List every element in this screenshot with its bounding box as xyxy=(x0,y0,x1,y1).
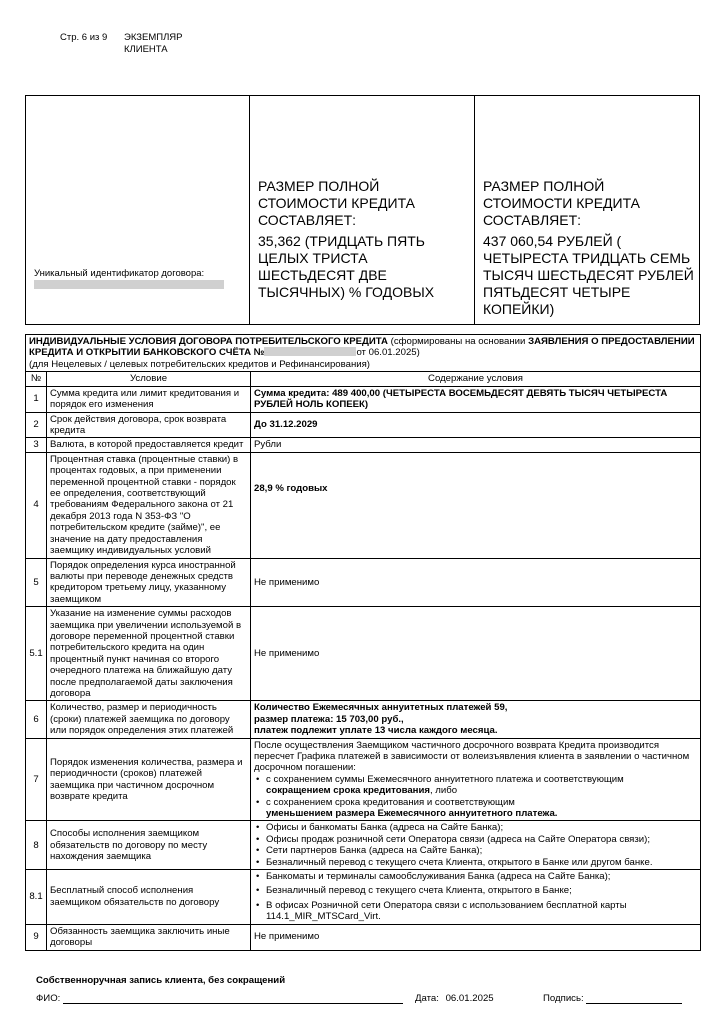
conditions-table xyxy=(25,334,701,951)
copy-label-line2: КЛИЕНТА xyxy=(124,44,168,55)
table-subtitle: (для Нецелевых / целевых потребительских кредитов и Рефинансирования) xyxy=(29,358,370,370)
row-num: 4 xyxy=(26,452,47,558)
handwritten-entry-title: Собственноручная запись клиента, без сокращений xyxy=(36,975,286,986)
fio-label: ФИО: xyxy=(36,993,61,1004)
payments-count: Количество Ежемесячных аннуитетных платежей 59, xyxy=(254,702,508,714)
row-condition: Порядок определения курса иностранной валюты при переводе денежных средств кредитором третьему лицу, указанному заемщиком xyxy=(47,558,251,607)
list-item: • с сохранением суммы Ежемесячного аннуитетного платежа и соответствующим сокращением срока кредитования, либо xyxy=(266,774,697,797)
payment-amount: размер платежа: 15 703,00 руб., xyxy=(254,713,404,725)
list-item: • Безналичный перевод с текущего счета Клиента, открытого в Банке; xyxy=(266,885,697,896)
row-condition: Процентная ставка (процентные ставки) в процентах годовых, а при применении переменной процентной ставки - порядок ее определения, соответствующий требованиям Федерального закона от 21 декабря 2013 года N 353-ФЗ "О потребительском кредите (займе)", ее значение на дату предоставления заемщику индивидуальных условий xyxy=(47,452,251,558)
psk-amount-cell xyxy=(475,96,701,324)
row-content: Рубли xyxy=(251,438,701,452)
title-date: от 06.01.2025) xyxy=(356,347,420,359)
title-application: ЗАЯВЛЕНИЯ О ПРЕДОСТАВЛЕНИИ КРЕДИТА И ОТКРЫТИИ БАНКОВСКОГО СЧЁТА № xyxy=(29,336,695,359)
table-row xyxy=(26,438,701,452)
row-condition: Указание на изменение суммы расходов заемщика при увеличении используемой в договоре переменной процентной ставки потребительского кредита на один процентный пункт начиная со второго очередного платежа на ближайшую дату после предполагаемой даты заключения договора xyxy=(47,607,251,701)
copy-label xyxy=(124,32,183,56)
row-content xyxy=(251,738,701,821)
signature-field[interactable] xyxy=(543,993,682,1004)
prepayment-intro: После осуществления Заемщиком частичного досрочного возврата Кредита производится пересчет Графика платежей в зависимости от волеизъявления клиента в заявлении о частичном досрочном погашении: xyxy=(254,739,690,774)
table-row xyxy=(26,870,701,925)
row-condition: Срок действия договора, срок возврата кредита xyxy=(47,412,251,438)
copy-label-line1: ЭКЗЕМПЛЯР xyxy=(124,32,183,43)
uid-cell xyxy=(26,96,250,324)
col-num-header: № xyxy=(26,372,47,386)
title-main: ИНДИВИДУАЛЬНЫЕ УСЛОВИЯ ДОГОВОРА ПОТРЕБИТЕЛЬСКОГО КРЕДИТА xyxy=(29,336,388,347)
row-num: 6 xyxy=(26,701,47,738)
row-condition: Сумма кредита или лимит кредитования и порядок его изменения xyxy=(47,386,251,412)
signature-label: Подпись: xyxy=(543,993,584,1004)
row-condition: Бесплатный способ исполнения заемщиком обязательств по договору xyxy=(47,870,251,925)
list-item: • Офисы и банкоматы Банка (адреса на Сайте Банка); xyxy=(266,822,697,833)
table-row xyxy=(26,924,701,950)
table-row xyxy=(26,821,701,870)
uid-label: Уникальный идентификатор договора: xyxy=(34,268,205,279)
row-num: 3 xyxy=(26,438,47,452)
table-row xyxy=(26,738,701,821)
table-row xyxy=(26,607,701,701)
date-value: 06.01.2025 xyxy=(445,993,494,1004)
table-row xyxy=(26,386,701,412)
row-condition: Порядок изменения количества, размера и периодичности (сроков) платежей заемщика при частичном досрочном возврате кредита xyxy=(47,738,251,821)
row-num: 7 xyxy=(26,738,47,821)
date-field xyxy=(415,993,494,1004)
psk-percent-heading: РАЗМЕР ПОЛНОЙ СТОИМОСТИ КРЕДИТА СОСТАВЛЯЕТ: xyxy=(258,178,416,228)
row-num: 9 xyxy=(26,924,47,950)
page-number: Стр. 6 из 9 xyxy=(60,32,108,43)
table-row xyxy=(26,412,701,438)
row-num: 8 xyxy=(26,821,47,870)
payment-day: платеж подлежит уплате 13 числа каждого месяца. xyxy=(254,725,498,737)
table-title xyxy=(26,335,701,372)
table-row xyxy=(26,558,701,607)
row-content: 28,9 % годовых xyxy=(251,452,701,558)
signature-line[interactable] xyxy=(586,994,682,1004)
row-num: 5.1 xyxy=(26,607,47,701)
list-item: • с сохранением срока кредитования и соответствующим уменьшением размера Ежемесячного аннуитетного платежа. xyxy=(266,797,697,820)
row-num: 1 xyxy=(26,386,47,412)
date-label: Дата: xyxy=(415,993,439,1004)
row-num: 5 xyxy=(26,558,47,607)
psk-percent-value: 35,362 (ТРИДЦАТЬ ПЯТЬ ЦЕЛЫХ ТРИСТА ШЕСТЬДЕСЯТ ДВЕ ТЫСЯЧНЫХ) % ГОДОВЫХ xyxy=(258,233,435,300)
list-item: • Офисы продаж розничной сети Оператора связи (адреса на Сайте Оператора связи); xyxy=(266,834,697,845)
col-content-header: Содержание условия xyxy=(251,372,701,386)
col-condition-header: Условие xyxy=(47,372,251,386)
table-row xyxy=(26,452,701,558)
uid-redacted xyxy=(34,280,224,289)
psk-amount-heading: РАЗМЕР ПОЛНОЙ СТОИМОСТИ КРЕДИТА СОСТАВЛЯЕТ: xyxy=(483,178,641,228)
row-content: Не применимо xyxy=(251,607,701,701)
row-content: Не применимо xyxy=(251,924,701,950)
list-item: • Сети партнеров Банка (адреса на Сайте Банка); xyxy=(266,845,697,856)
psk-amount-value: 437 060,54 РУБЛЕЙ ( ЧЕТЫРЕСТА ТРИДЦАТЬ СЕМЬ ТЫСЯЧ ШЕСТЬДЕСЯТ РУБЛЕЙ ПЯТЬДЕСЯТ ЧЕТЫРЕ КОПЕЙКИ) xyxy=(483,233,694,317)
row-condition: Обязанность заемщика заключить иные договоры xyxy=(47,924,251,950)
row-content xyxy=(251,821,701,870)
row-condition: Количество, размер и периодичность (сроки) платежей заемщика по договору или порядок определения этих платежей xyxy=(47,701,251,738)
table-row xyxy=(26,701,701,738)
psk-percent-cell xyxy=(250,96,475,324)
row-num: 8.1 xyxy=(26,870,47,925)
credit-cost-box xyxy=(25,95,700,325)
row-content: Не применимо xyxy=(251,558,701,607)
row-content xyxy=(251,701,701,738)
title-basis: (сформированы на основании xyxy=(387,336,529,347)
row-condition: Валюта, в которой предоставляется кредит xyxy=(47,438,251,452)
list-item: • Безналичный перевод с текущего счета Клиента, открытого в Банке или другом банке. xyxy=(266,857,697,868)
fio-field[interactable] xyxy=(36,993,403,1004)
list-item: • В офисах Розничной сети Оператора связи с использованием бесплатной карты 114.1_MIR_MTSCard_Virt. xyxy=(266,900,697,923)
row-condition: Способы исполнения заемщиком обязательств по договору по месту нахождения заемщика xyxy=(47,821,251,870)
row-num: 2 xyxy=(26,412,47,438)
account-number-redacted xyxy=(264,347,356,356)
list-item: • Банкоматы и терминалы самообслуживания Банка (адреса на Сайте Банка); xyxy=(266,871,697,882)
fio-line[interactable] xyxy=(63,994,403,1004)
row-content xyxy=(251,870,701,925)
row-content: Сумма кредита: 489 400,00 (ЧЕТЫРЕСТА ВОСЕМЬДЕСЯТ ДЕВЯТЬ ТЫСЯЧ ЧЕТЫРЕСТА РУБЛЕЙ НОЛЬ КОПЕЕК) xyxy=(251,386,701,412)
row-content: До 31.12.2029 xyxy=(251,412,701,438)
